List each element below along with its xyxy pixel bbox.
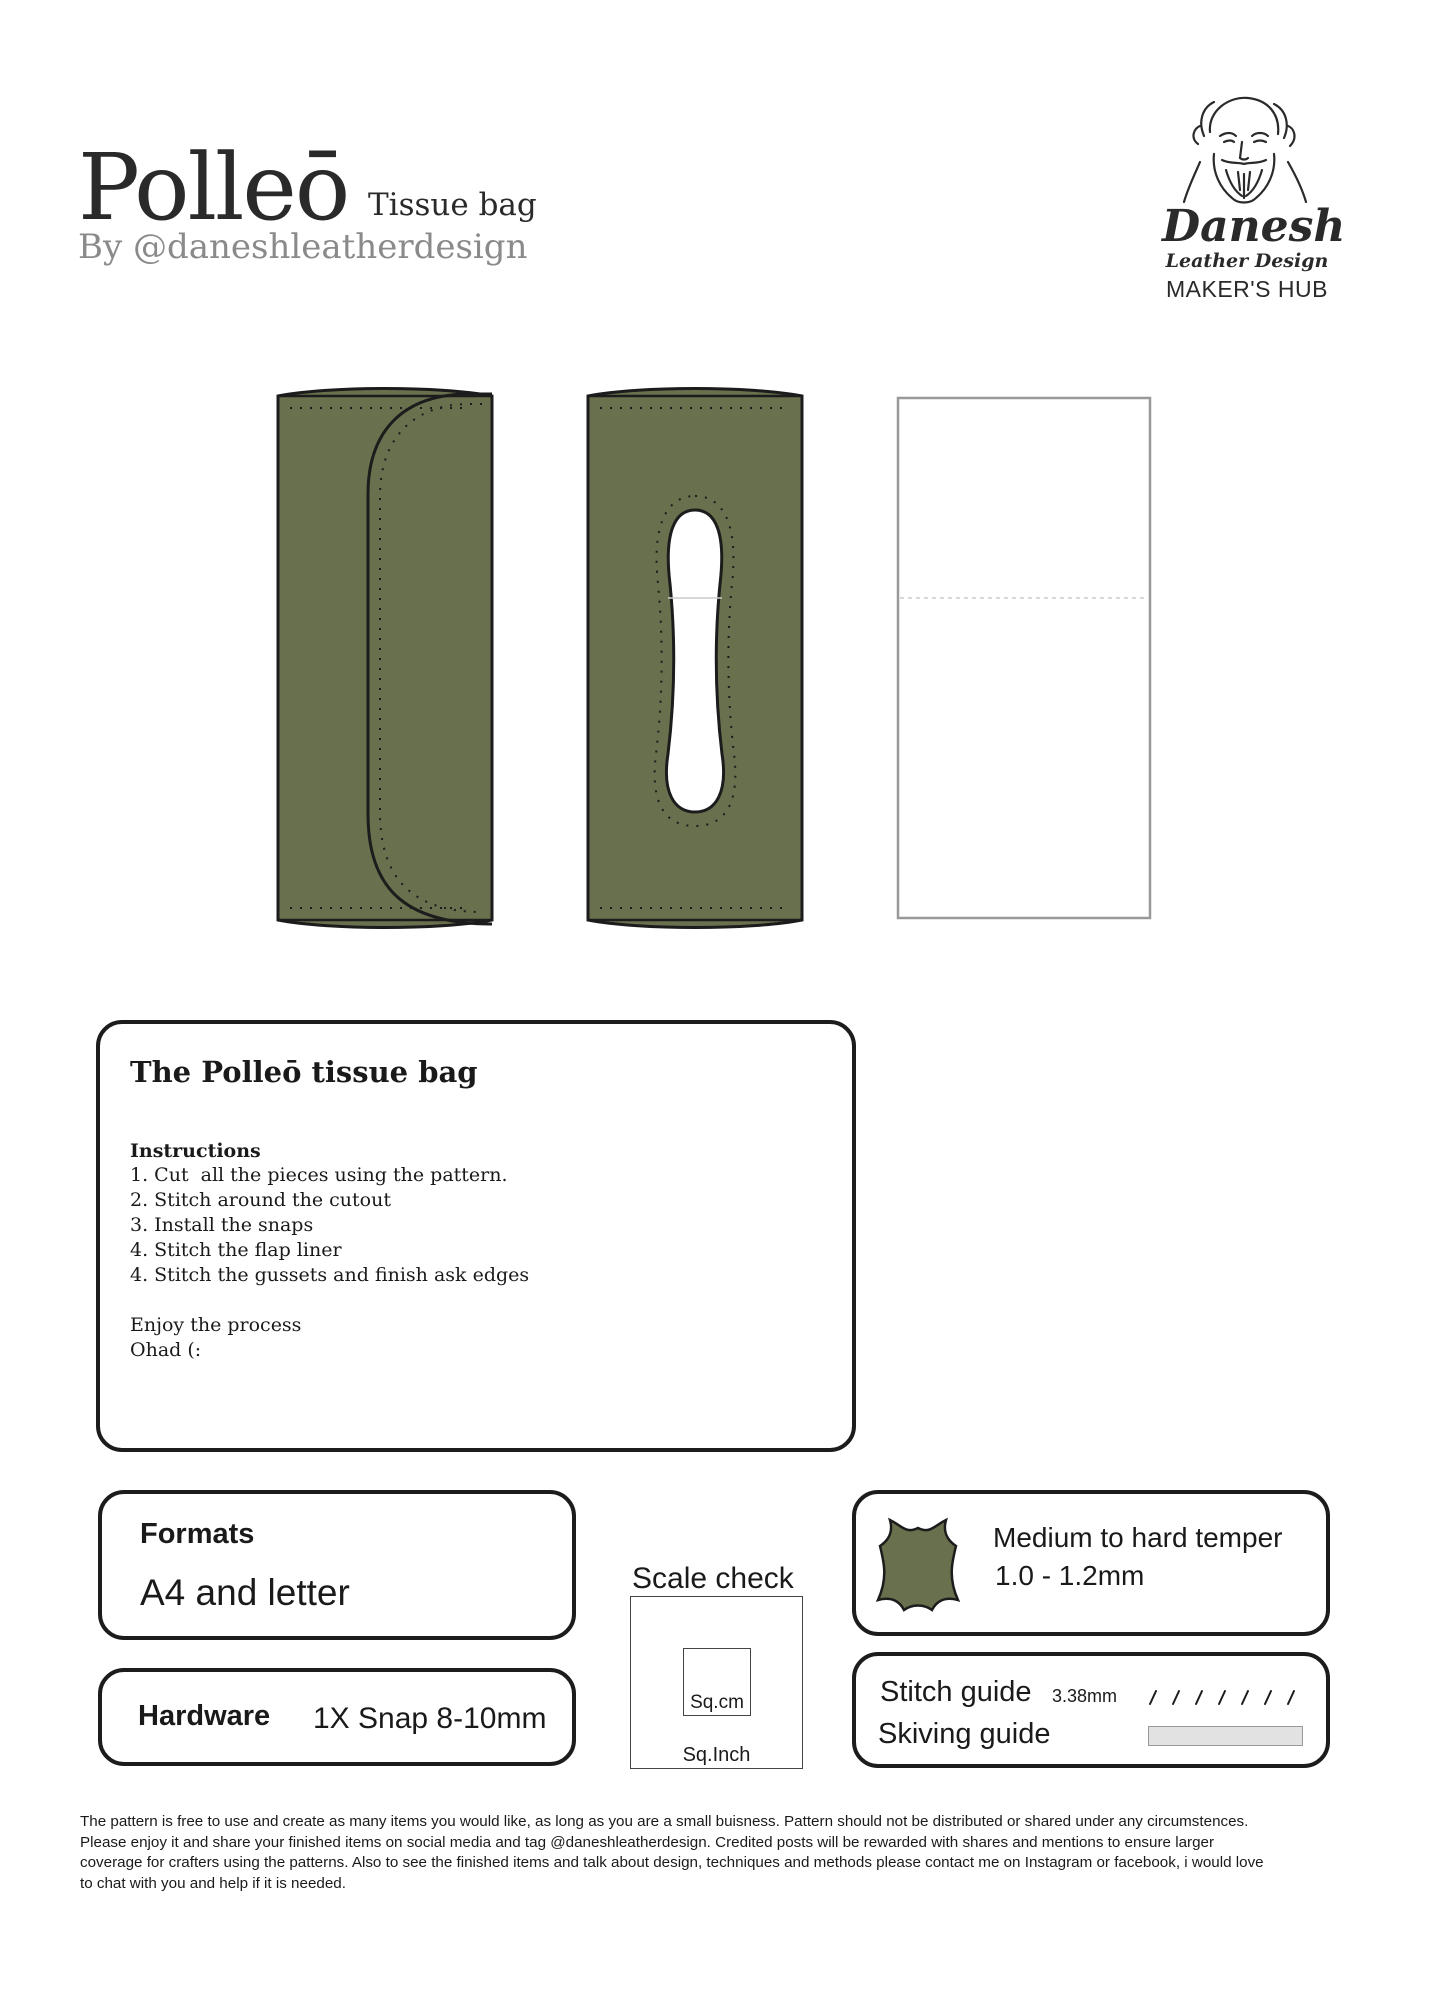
leather-temper: Medium to hard temper [993, 1522, 1283, 1553]
pattern-title: Polleō [78, 134, 349, 241]
scale-check-title: Scale check [632, 1562, 794, 1595]
stitch-guide-size: 3.38mm [1052, 1686, 1118, 1706]
pattern-subtitle: Tissue bag [368, 187, 537, 223]
footer-line: to chat with you and help if it is needed. [80, 1874, 346, 1892]
instruction-step: 4. Stitch the gussets and finish ask edges [130, 1264, 530, 1286]
leather-hide-icon [876, 1516, 960, 1612]
byline: By @daneshleatherdesign [78, 227, 528, 267]
hardware-label: Hardware [138, 1700, 271, 1732]
instruction-step: 4. Stitch the flap liner [130, 1239, 342, 1261]
flap-piece [278, 389, 492, 928]
instruction-step: 1. Cut all the pieces using the pattern. [130, 1164, 508, 1186]
logo-tagline: Leather Design [1165, 250, 1329, 272]
hardware-value: 1X Snap 8-10mm [313, 1702, 547, 1735]
footer-disclaimer [80, 1812, 1350, 1894]
stitch-guide-label: Stitch guide [880, 1676, 1032, 1708]
footer-line: The pattern is free to use and create as many items you would like, as long as you are a small buisness. Pattern should not be distributed or shared under any circumstences. [80, 1813, 1249, 1830]
formats-value: A4 and letter [140, 1572, 350, 1613]
instruction-step: 2. Stitch around the cutout [130, 1189, 391, 1211]
front-piece [588, 389, 802, 928]
logo-name: Danesh [1162, 201, 1346, 252]
footer-line: coverage for crafters using the patterns. Also to see the finished items and talk about design, techniques and methods please contact me on Instagram or facebook, i would love [80, 1854, 1264, 1871]
closing-line: Enjoy the process [130, 1314, 302, 1336]
scale-inch-label: Sq.Inch [682, 1744, 751, 1766]
instructions-heading: Instructions [130, 1140, 261, 1162]
logo-hub: MAKER'S HUB [1166, 276, 1328, 302]
formats-box [98, 1490, 576, 1640]
instruction-step: 3. Install the snaps [130, 1214, 314, 1236]
leather-thickness: 1.0 - 1.2mm [995, 1560, 1145, 1591]
formats-label: Formats [140, 1518, 255, 1550]
pattern-pieces [270, 384, 1170, 940]
skiving-bar [1148, 1726, 1303, 1746]
liner-piece [898, 398, 1150, 918]
description-title: The Polleō tissue bag [130, 1055, 478, 1089]
skiving-guide-label: Skiving guide [878, 1718, 1051, 1750]
closing-line: Ohad (: [130, 1339, 202, 1361]
footer-line: Please enjoy it and share your finished items on social media and tag @daneshleatherdesign. Credited posts will be rewarded with shares and mentions to ensure larger [80, 1833, 1215, 1851]
bearded-man-portrait-icon [1180, 92, 1310, 212]
scale-cm-label: Sq.cm [690, 1692, 744, 1713]
stitch-marks [1146, 1688, 1306, 1706]
